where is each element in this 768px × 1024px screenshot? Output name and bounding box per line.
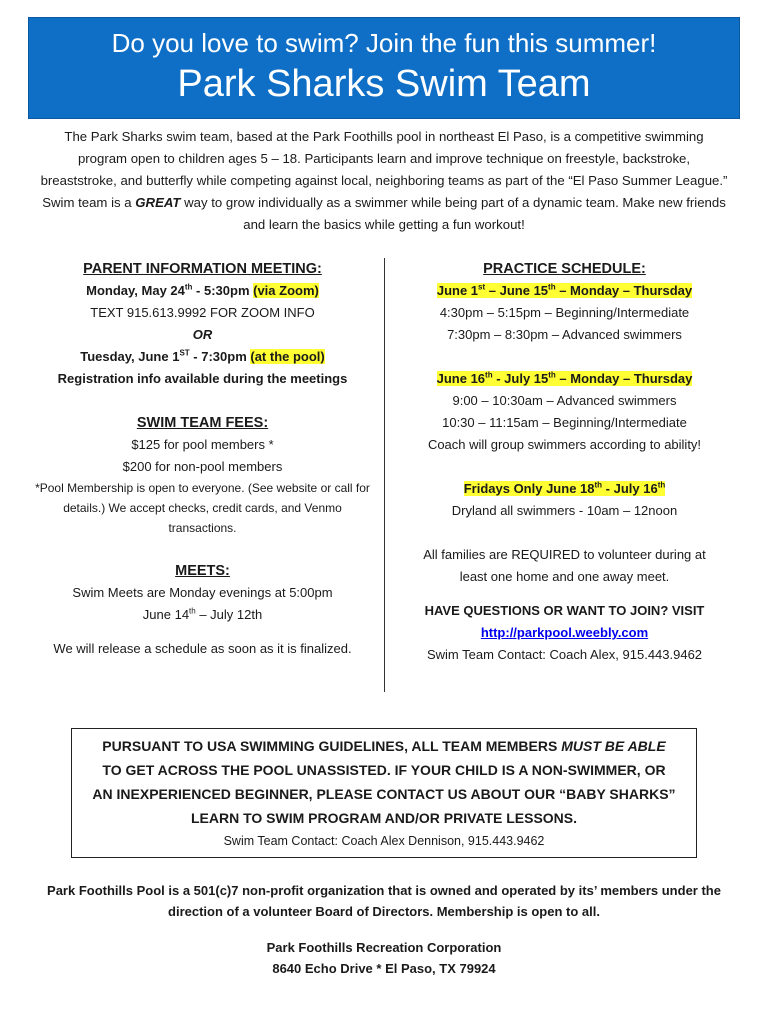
meets-line-1: Swim Meets are Monday evenings at 5:00pm xyxy=(72,585,333,600)
meeting-time-1: - 5:30pm xyxy=(192,283,254,298)
volunteer-note: All families are REQUIRED to volunteer during at least one home and one away meet. xyxy=(423,547,706,584)
practice-row: 10:30 – 11:15am – Beginning/Intermediate xyxy=(442,415,687,430)
meets-line-2 xyxy=(30,604,375,626)
intro-text-2: way to grow individually as a swimmer while being part of a dynamic team. Make new friends and learn the basics while getting a fun workout! xyxy=(180,195,726,232)
fee-note: *Pool Membership is open to everyone. (See website or call for details.) We accept checks, credit cards, and Venmo transactions. xyxy=(35,481,370,535)
meeting-place-1: (via Zoom) xyxy=(253,283,319,298)
tagline: Do you love to swim? Join the fun this summer! xyxy=(111,28,657,58)
intro-text-1: The Park Sharks swim team, based at the Park Foothills pool in northeast El Paso, is a competitive swimming program open to children ages 5 – 18. Participants learn and improve technique on freestyle, backstroke, breaststroke, and butterfly while competing against local, neighboring teams as part of the “El Paso Summer League.” Swim team is a xyxy=(40,129,728,210)
practice-row: Coach will group swimmers according to ability! xyxy=(427,437,702,452)
practice-block-2-title: June 16th - July 15th – Monday – Thursday xyxy=(436,370,693,386)
fee-members: $125 for pool members * xyxy=(131,437,274,452)
meeting-line-1 xyxy=(30,280,375,302)
coach-contact: Swim Team Contact: Coach Alex, 915.443.9462 xyxy=(426,647,703,662)
or-text: OR xyxy=(192,327,213,342)
meets-heading: MEETS: xyxy=(175,563,230,579)
meeting-sup-1: th xyxy=(184,282,193,292)
fees-heading: SWIM TEAM FEES: xyxy=(136,415,269,431)
notice-line-2: TO GET ACROSS THE POOL UNASSISTED. IF YOUR CHILD IS A NON-SWIMMER, OR xyxy=(102,762,666,778)
left-column xyxy=(30,258,375,660)
fee-nonmembers: $200 for non-pool members xyxy=(122,459,283,474)
org-address: 8640 Echo Drive * El Paso, TX 79924 xyxy=(272,961,496,976)
practice-row: 4:30pm – 5:15pm – Beginning/Intermediate xyxy=(439,305,690,320)
practice-row: 7:30pm – 8:30pm – Advanced swimmers xyxy=(447,327,682,342)
notice-contact: Swim Team Contact: Coach Alex Dennison, 915.443.9462 xyxy=(223,834,545,848)
page-title: Park Sharks Swim Team xyxy=(177,63,591,105)
right-column xyxy=(392,258,737,666)
meets-date-end: – July 12th xyxy=(195,607,263,622)
meeting-day-1: Monday, May 24 xyxy=(86,283,185,298)
meets-release: We will release a schedule as soon as it is finalized. xyxy=(53,641,352,656)
meets-sup: th xyxy=(189,606,196,616)
practice-row: Dryland all swimmers - 10am – 12noon xyxy=(451,503,678,518)
zoom-info: TEXT 915.613.9992 FOR ZOOM INFO xyxy=(90,305,315,320)
practice-row: 9:00 – 10:30am – Advanced swimmers xyxy=(452,393,677,408)
notice-line-3: AN INEXPERIENCED BEGINNER, PLEASE CONTACT US ABOUT OUR “BABY SHARKS” xyxy=(92,786,676,802)
website-link[interactable]: http://parkpool.weebly.com xyxy=(480,625,649,640)
practice-block-1-title: June 1st – June 15th – Monday – Thursday xyxy=(436,282,693,298)
meets-date-start: June 14 xyxy=(142,607,190,622)
notice-line-1: PURSUANT TO USA SWIMMING GUIDELINES, ALL TEAM MEMBERS MUST BE ABLE xyxy=(102,738,666,754)
meeting-sup-2: ST xyxy=(179,348,190,358)
practice-heading: PRACTICE SCHEDULE: xyxy=(483,261,646,277)
meeting-heading: PARENT INFORMATION MEETING: xyxy=(83,261,322,277)
column-divider xyxy=(384,258,385,692)
nonprofit-statement: Park Foothills Pool is a 501(c)7 non-profit organization that is owned and operated by its’ members under the direction of a volunteer Board of Directors. Membership is open to all. xyxy=(47,883,721,919)
intro-paragraph xyxy=(40,126,728,236)
header-banner xyxy=(28,17,740,119)
meeting-time-2: - 7:30pm xyxy=(189,349,251,364)
practice-block-3-title: Fridays Only June 18th - July 16th xyxy=(463,480,666,496)
intro-emphasis: GREAT xyxy=(135,195,181,210)
registration-info: Registration info available during the meetings xyxy=(57,371,348,386)
meeting-day-2: Tuesday, June 1 xyxy=(80,349,180,364)
notice-line-4: LEARN TO SWIM PROGRAM AND/OR PRIVATE LESSONS. xyxy=(190,810,578,826)
meeting-line-2 xyxy=(30,346,375,368)
org-name: Park Foothills Recreation Corporation xyxy=(266,940,502,955)
notice-box xyxy=(71,728,697,858)
meeting-place-2: (at the pool) xyxy=(250,349,325,364)
questions-text: HAVE QUESTIONS OR WANT TO JOIN? VISIT xyxy=(424,603,705,618)
